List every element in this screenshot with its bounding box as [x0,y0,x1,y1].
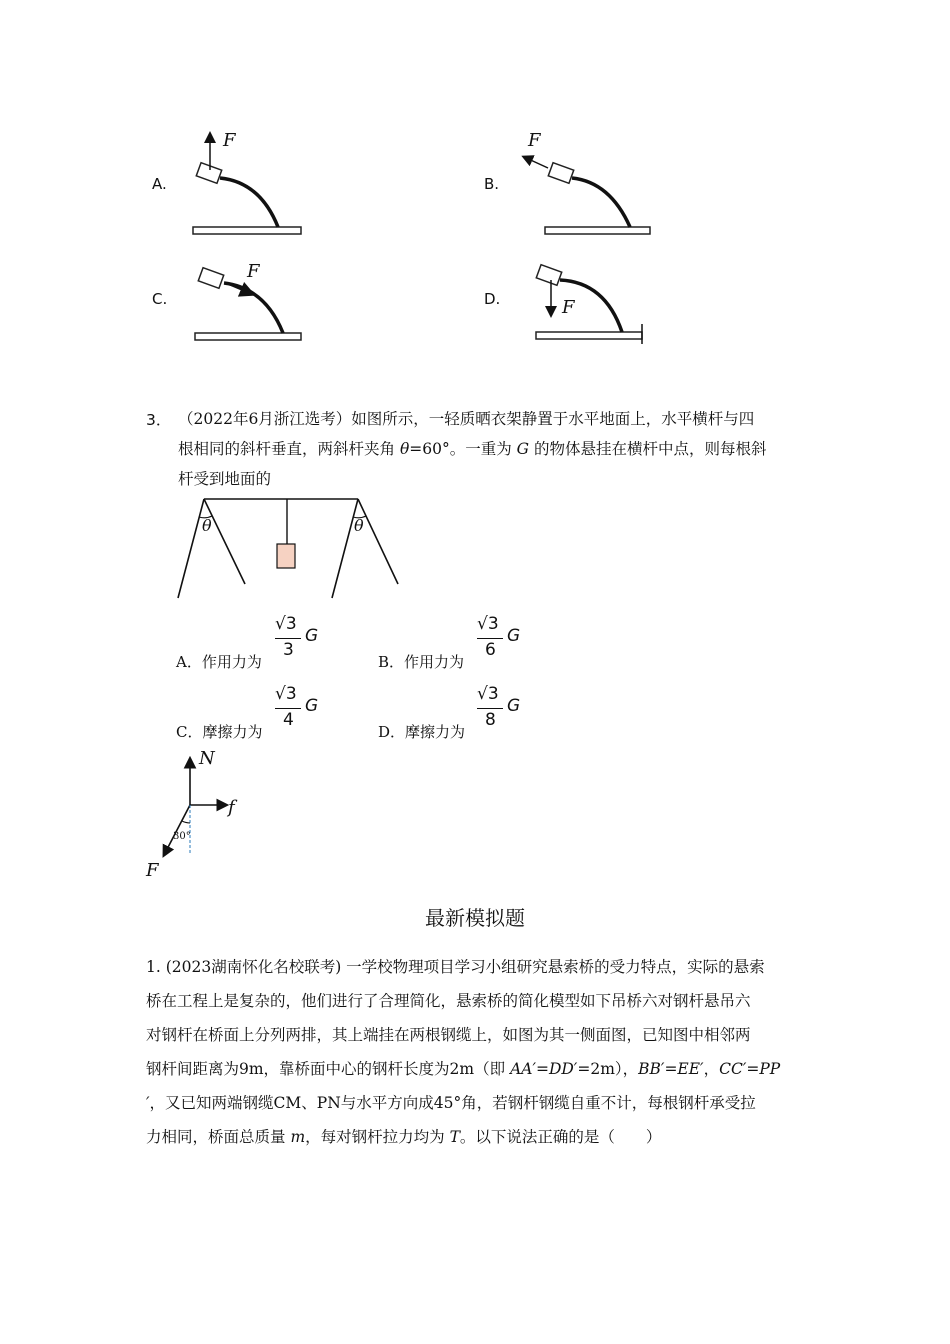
option-d-force-label: F [562,297,575,318]
right-leg-1 [332,499,358,598]
block-icon [548,163,573,184]
fraction-g: G [305,626,319,646]
option-a-force-label: F [223,130,236,151]
q1-aa-dd: AA′=DD′ [510,1060,578,1078]
fraction-bar [275,638,301,639]
q1-bb-ee: BB′=EE′ [638,1060,704,1078]
fraction-denominator: 8 [485,710,496,730]
tension-symbol: T [449,1128,460,1146]
block-icon [536,265,561,286]
q1-prime: ′ [146,1094,150,1112]
fraction-numerator: √3 [477,684,499,704]
q1-line-4 [146,1052,806,1086]
bent-rod-icon [572,178,630,227]
option-d-figure [536,265,642,344]
q3-option-c-label: C．摩擦力为 [176,723,263,741]
applied-force-arrow [164,805,190,855]
bent-rod-icon [224,283,283,333]
big-f-label: F [146,860,159,881]
section-title: 最新模拟题 [425,906,525,930]
clothes-rack-svg [170,492,410,604]
q3-line-2-b: =60°。一重为 [409,440,517,458]
fraction-denominator: 4 [283,710,294,730]
left-theta-label: θ [202,516,212,535]
f-label: f [228,797,235,818]
q2-option-figures [140,120,680,350]
ground-plate-icon [195,333,301,340]
q1-stem [146,950,806,1154]
angle-arc [182,821,190,823]
bent-rod-icon [220,178,278,227]
q3-line-1: （2022年6月浙江选考）如图所示，一轻质晒衣架静置于水平地面上，水平横杆与四 [178,410,755,428]
theta-symbol: θ [399,440,410,458]
option-c-force-label: F [247,261,260,282]
fraction-numerator: √3 [477,614,499,634]
fraction-g: G [507,696,521,716]
q1-line-5-b: ，又已知两端钢缆CM、PN与水平方向成45°角，若钢杆钢缆自重不计，每根钢杆承受拉 [149,1094,756,1112]
option-a-figure [193,134,301,234]
clothes-rack-figure [170,492,410,604]
option-d-letter: D. [484,290,501,308]
q1-line-6 [146,1120,806,1154]
q1-line-6-c: 。以下说法正确的是（ ） [459,1128,662,1146]
q1-line-4-c: ， [703,1060,720,1078]
fraction-g: G [305,696,319,716]
fraction-g: G [507,626,521,646]
q1-line-1: 1. (2023湖南怀化名校联考) 一学校物理项目学习小组研究悬索桥的受力特点，实际的悬索 [146,958,765,976]
fraction-denominator: 6 [485,640,496,660]
q3-line-3: 杆受到地面的 [178,470,272,488]
right-leg-2 [358,499,398,584]
q1-line-6-a: 力相同，桥面总质量 [146,1128,291,1146]
fraction-bar [477,638,503,639]
fraction-denominator: 3 [283,640,294,660]
q3-option-b-label: B．作用力为 [378,653,465,671]
ground-plate-icon [545,227,650,234]
q3-line-2-c: 的物体悬挂在横杆中点，则每根斜 [529,440,767,458]
q1-line-3: 对钢杆在桥面上分列两排，其上端挂在两根钢缆上，如图为其一侧面图，已知图中相邻两 [146,1026,751,1044]
fraction-numerator: √3 [275,684,297,704]
fraction-bar [275,708,301,709]
g-symbol: G [516,440,530,458]
block-icon [198,268,223,289]
block-icon [196,163,221,184]
n-label: N [199,748,215,769]
q1-line-6-b: ，每对钢杆拉力均为 [305,1128,450,1146]
fraction-numerator: √3 [275,614,297,634]
option-b-letter: B. [484,175,500,193]
option-a-letter: A. [152,175,167,193]
q3-option-d-label: D．摩擦力为 [378,723,466,741]
q2-figure-svg [140,120,680,350]
q1-line-5 [146,1086,806,1120]
option-c-letter: C. [152,290,168,308]
q1-line-4-a: 钢杆间距离为9m，靠桥面中心的钢杆长度为2m（即 [146,1060,511,1078]
q3-line-2-a: 根相同的斜杆垂直，两斜杆夹角 [178,440,400,458]
option-b-figure [524,157,650,234]
mass-symbol: m [290,1128,306,1146]
ground-plate-icon [536,332,642,339]
left-leg-1 [178,499,204,598]
hanging-weight-icon [277,544,295,568]
q1-line-4-b: =2m）， [577,1060,639,1078]
force-diagram [140,745,260,885]
left-leg-2 [204,499,245,584]
q1-line-2: 桥在工程上是复杂的，他们进行了合理简化，悬索桥的简化模型如下吊桥六对钢杆悬吊六 [146,992,751,1010]
q3-option-a-label: A．作用力为 [176,653,262,671]
fraction-bar [477,708,503,709]
right-theta-label: θ [354,516,364,535]
angle-label: 30° [173,831,191,842]
ground-plate-icon [193,227,301,234]
q1-cc-pp: CC′=PP [719,1060,781,1078]
option-b-force-label: F [528,130,541,151]
q3-stem [178,404,808,494]
q3-line-2 [178,434,808,464]
force-arrow-icon [524,157,548,168]
q3-number: 3． [146,411,172,429]
